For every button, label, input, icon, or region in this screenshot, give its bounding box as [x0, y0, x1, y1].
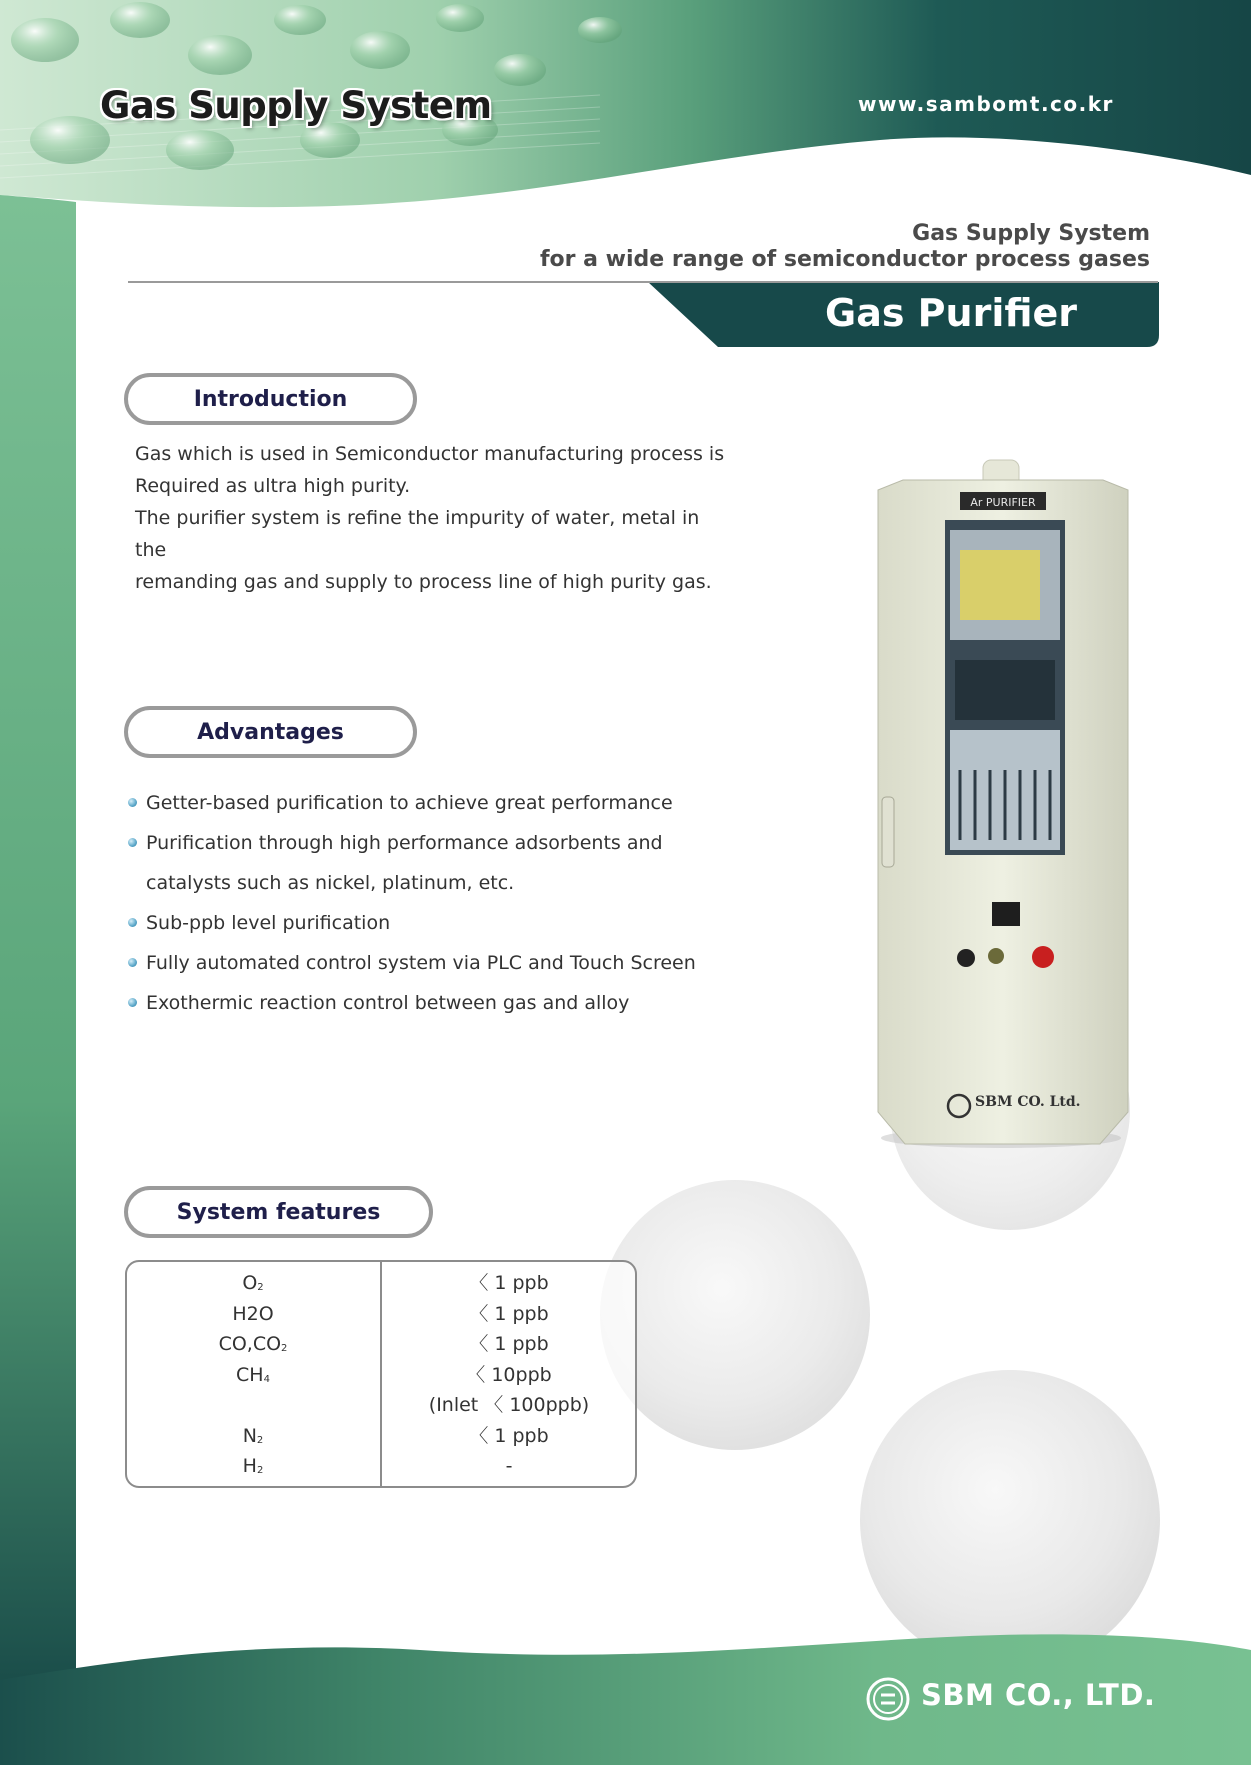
subtitle-line-1: Gas Supply System: [912, 221, 1150, 246]
bullet-icon: [128, 838, 137, 847]
system-features-heading: System features: [124, 1186, 433, 1238]
gas-cell: $N_2$: [242, 1424, 264, 1447]
header-title: Gas Supply System: [100, 84, 492, 127]
value-cell: 〈 1 ppb: [469, 1272, 549, 1294]
value-cell: 〈 1 ppb: [469, 1424, 549, 1447]
value-cell: -: [505, 1455, 513, 1477]
introduction-text: [135, 438, 735, 598]
gas-cell: H2O: [232, 1302, 274, 1325]
introduction-line: Gas which is used in Semiconductor manufacturing process is: [135, 443, 725, 465]
features-gas-column: [126, 1268, 380, 1482]
value-cell: 〈 1 ppb: [469, 1302, 549, 1325]
introduction-line: The purifier system is refine the impurity of water, metal in the: [135, 507, 700, 561]
value-cell: 〈 1 ppb: [469, 1333, 549, 1355]
introduction-line: Required as ultra high purity.: [135, 475, 411, 497]
features-value-column: [382, 1268, 636, 1482]
header-divider: [128, 281, 1158, 283]
product-title: Gas Purifier: [825, 291, 1078, 335]
value-cell: 〈 10ppb: [466, 1363, 552, 1386]
advantage-item: Fully automated control system via PLC and Touch Screen: [128, 943, 748, 983]
value-cell: (Inlet 〈 100ppb): [428, 1394, 590, 1416]
svg-text:SBM CO. Ltd.: SBM CO. Ltd.: [975, 1094, 1081, 1110]
gas-cell: [126, 1390, 380, 1421]
gas-cell: $CO,CO_2$: [218, 1333, 288, 1355]
introduction-line: remanding gas and supply to process line of high purity gas.: [135, 571, 712, 593]
advantage-item: Getter-based purification to achieve great performance: [128, 783, 748, 823]
advantages-list: [128, 783, 748, 1023]
subtitle-line-2: for a wide range of semiconductor process gases: [539, 247, 1150, 272]
footer-company-name: SBM CO., LTD.: [921, 1678, 1156, 1712]
bullet-icon: [128, 918, 137, 927]
advantage-item: Purification through high performance adsorbents and: [128, 823, 748, 863]
purifier-cabinet-illustration: [878, 460, 1128, 1148]
advantage-item-continuation: catalysts such as nickel, platinum, etc.: [146, 872, 515, 894]
bullet-icon: [128, 798, 137, 807]
bullet-icon: [128, 958, 137, 967]
introduction-heading: Introduction: [124, 373, 417, 425]
gas-cell: $CH_4$: [236, 1363, 270, 1386]
gas-cell: $O_2$: [242, 1272, 264, 1294]
advantage-item: Exothermic reaction control between gas and alloy: [128, 983, 748, 1023]
gas-cell: $H_2$: [242, 1455, 264, 1477]
bullet-icon: [128, 998, 137, 1007]
svg-text:Ar PURIFIER: Ar PURIFIER: [970, 496, 1036, 509]
subtitle: [540, 221, 1150, 273]
advantages-heading: Advantages: [124, 706, 417, 758]
header-url[interactable]: www.sambomt.co.kr: [858, 92, 1114, 116]
advantage-item: Sub-ppb level purification: [128, 903, 748, 943]
